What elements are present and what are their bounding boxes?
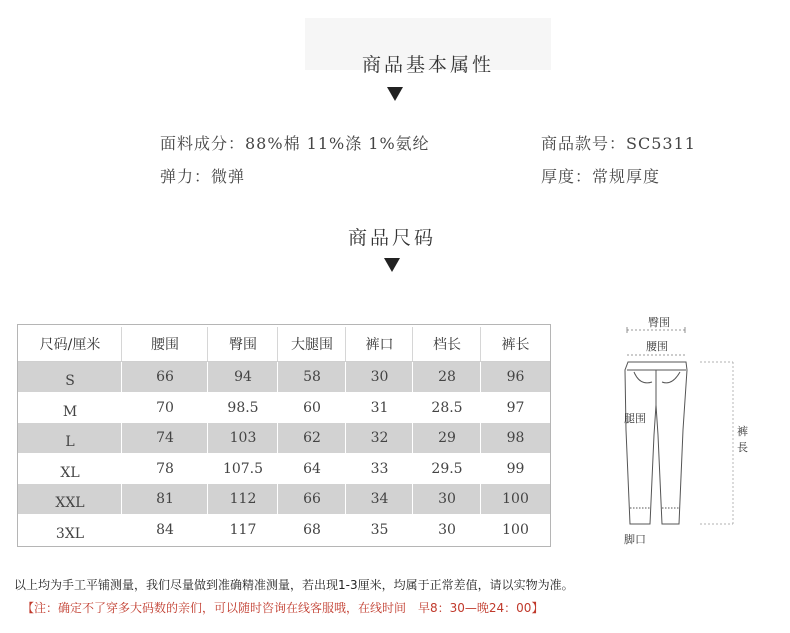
measurement-cell: 34	[370, 491, 389, 507]
table-row	[18, 393, 550, 423]
measurement-cell: 117	[229, 521, 257, 538]
column-divider	[412, 423, 413, 453]
measurement-cell: 97	[506, 399, 525, 416]
measurement-cell: 33	[370, 460, 389, 477]
size-cell: S	[65, 373, 75, 389]
measurement-cell: 29.5	[431, 460, 463, 477]
column-divider	[480, 515, 481, 545]
size-cell: L	[65, 434, 75, 450]
measurement-cell: 28	[438, 369, 456, 385]
table-row	[18, 484, 550, 514]
measurement-cell: 35	[370, 521, 389, 538]
measurement-cell: 70	[156, 399, 174, 416]
table-header-cell: 档长	[433, 337, 461, 353]
column-divider	[121, 327, 122, 361]
column-divider	[412, 362, 413, 392]
column-divider	[480, 484, 481, 514]
column-divider	[207, 362, 208, 392]
table-header-cell: 大腿围	[291, 337, 333, 353]
column-divider	[277, 515, 278, 545]
measurement-cell: 112	[229, 491, 257, 507]
measurement-cell: 62	[303, 430, 321, 446]
column-divider	[207, 484, 208, 514]
column-divider	[412, 327, 413, 361]
table-row	[18, 454, 550, 484]
column-divider	[207, 423, 208, 453]
measurement-cell: 68	[303, 521, 321, 538]
measurement-cell: 66	[156, 369, 174, 385]
pants-diagram	[600, 310, 780, 550]
table-header-cell: 裤长	[501, 337, 530, 353]
column-divider	[277, 362, 278, 392]
measurement-cell: 99	[506, 460, 525, 477]
column-divider	[480, 393, 481, 423]
attribute-elasticity: 弹力：微弹	[160, 167, 246, 186]
measurement-cell: 78	[156, 460, 174, 477]
column-divider	[345, 327, 346, 361]
table-header-cell: 裤口	[365, 337, 394, 353]
measurement-cell: 30	[438, 521, 456, 538]
column-divider	[345, 515, 346, 545]
table-header-cell: 尺码/厘米	[39, 337, 101, 353]
column-divider	[207, 327, 208, 361]
column-divider	[207, 454, 208, 484]
column-divider	[121, 454, 122, 484]
hem-label: 脚口	[624, 533, 646, 546]
column-divider	[207, 393, 208, 423]
table-row	[18, 515, 550, 545]
measurement-cell: 31	[370, 399, 389, 416]
size-table	[17, 324, 551, 547]
size-cell: M	[62, 403, 78, 420]
size-cell: 3XL	[55, 525, 85, 542]
size-cell: XL	[60, 464, 80, 481]
column-divider	[480, 454, 481, 484]
thigh-label: 腿围	[624, 412, 646, 425]
table-header-cell: 腰围	[151, 337, 179, 353]
consultation-note: 【注：确定不了穿多大码数的亲们，可以随时咨询在线客服哦，在线时间 早8：30—晚24：00】	[22, 601, 544, 615]
size-cell: XXL	[55, 495, 85, 511]
measurement-cell: 100	[502, 491, 529, 507]
attribute-thickness: 厚度：常规厚度	[541, 167, 661, 186]
column-divider	[412, 515, 413, 545]
hip-label: 臀围	[648, 316, 670, 329]
measurement-cell: 98.5	[227, 399, 259, 416]
column-divider	[480, 327, 481, 361]
down-triangle-icon	[384, 258, 400, 272]
measurement-cell: 30	[370, 369, 389, 385]
measurement-cell: 96	[506, 369, 525, 385]
column-divider	[480, 423, 481, 453]
measurement-cell: 30	[438, 491, 456, 507]
column-divider	[121, 515, 122, 545]
measurement-cell: 74	[156, 430, 174, 446]
table-header-cell: 臀围	[229, 337, 257, 353]
column-divider	[121, 362, 122, 392]
column-divider	[207, 515, 208, 545]
measurement-cell: 58	[303, 369, 321, 385]
column-divider	[412, 393, 413, 423]
attribute-item-number: 商品款号：SC5311	[541, 134, 696, 153]
column-divider	[121, 393, 122, 423]
column-divider	[277, 393, 278, 423]
section-title-basic-attributes: 商品基本属性	[361, 54, 494, 76]
column-divider	[277, 423, 278, 453]
column-divider	[277, 484, 278, 514]
measurement-cell: 84	[156, 521, 174, 538]
length-label-bottom: 長	[737, 441, 748, 454]
measurement-cell: 28.5	[431, 399, 463, 416]
column-divider	[277, 454, 278, 484]
attribute-fabric: 面料成分：88%棉 11%涤 1%氨纶	[160, 134, 430, 153]
measurement-note: 以上均为手工平铺测量，我们尽量做到准确精准测量，若出现1-3厘米，均属于正常差值，请以实物为准。	[14, 578, 574, 592]
column-divider	[121, 423, 122, 453]
pants-outline-icon	[625, 362, 687, 524]
column-divider	[345, 484, 346, 514]
down-triangle-icon	[387, 87, 403, 101]
column-divider	[345, 423, 346, 453]
measurement-cell: 64	[303, 460, 321, 477]
column-divider	[345, 393, 346, 423]
length-label-top: 裤	[737, 425, 748, 438]
waist-label: 腰围	[646, 340, 668, 353]
measurement-cell: 100	[502, 521, 529, 538]
measurement-cell: 103	[229, 430, 257, 446]
measurement-cell: 81	[156, 491, 174, 507]
measurement-cell: 66	[303, 491, 321, 507]
column-divider	[412, 454, 413, 484]
column-divider	[277, 327, 278, 361]
table-row	[18, 423, 550, 453]
column-divider	[121, 484, 122, 514]
measurement-cell: 98	[506, 430, 525, 446]
measurement-cell: 29	[438, 430, 456, 446]
measurement-cell: 94	[234, 369, 252, 385]
column-divider	[412, 484, 413, 514]
measurement-cell: 60	[303, 399, 321, 416]
column-divider	[480, 362, 481, 392]
measurement-cell: 32	[370, 430, 389, 446]
table-header-row	[18, 327, 550, 361]
column-divider	[345, 362, 346, 392]
measurement-cell: 107.5	[222, 460, 264, 477]
section-title-size: 商品尺码	[347, 227, 436, 249]
column-divider	[345, 454, 346, 484]
table-row	[18, 362, 550, 392]
